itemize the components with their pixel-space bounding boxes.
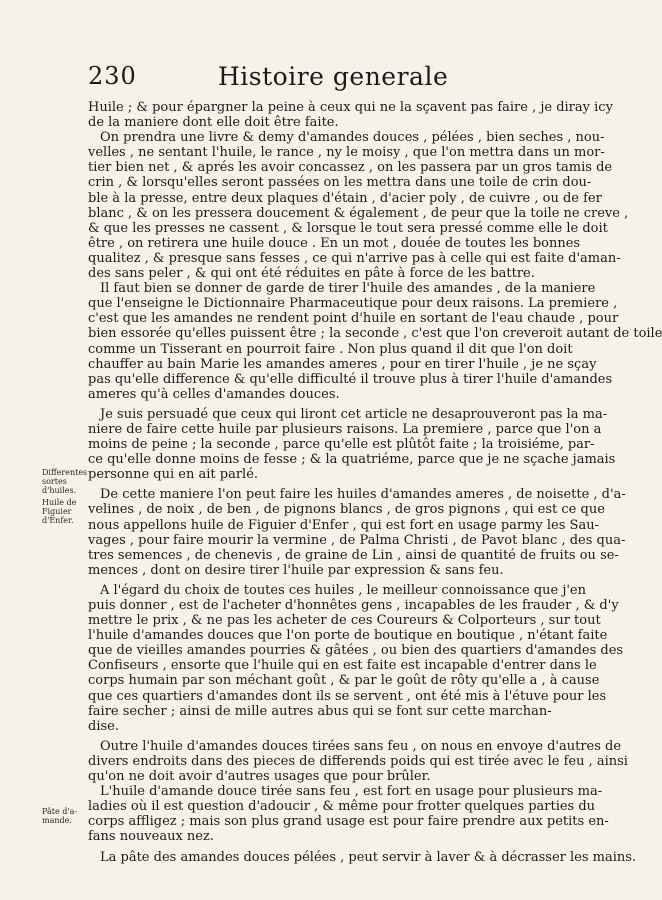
text-line: blanc , & on les pressera doucement & également , de peur que la toile ne creve , xyxy=(88,205,629,221)
text-line: ameres qu'à celles d'amandes douces. xyxy=(88,386,340,402)
text-line: corps humain par son méchant goût , & par le goût de rôty qu'elle a , à cause xyxy=(88,673,600,689)
text-line: personne qui en ait parlé. xyxy=(88,467,259,483)
text-line: qu'on ne doit avoir d'autres usages que pour brûler. xyxy=(88,769,431,785)
page-number: 230 xyxy=(88,62,137,90)
text-line: vages , pour faire mourir la vermine , de Palma Christi , de Pavot blanc , des qua- xyxy=(88,532,626,548)
paragraph xyxy=(88,487,626,578)
text-line: corps affligez ; mais son plus grand usage est pour faire prendre aux petits en- xyxy=(88,814,609,830)
text-line: c'est que les amandes ne rendent point d'huile en sortant de l'eau chaude , pour xyxy=(88,311,619,327)
text-line: La pâte des amandes douces pélées , peut servir à laver & à décrasser les mains. xyxy=(100,849,637,865)
text-line: faire secher ; ainsi de mille autres abus qui se font sur cette marchan- xyxy=(88,703,552,719)
text-line: velles , ne sentant l'huile, le rance , ny le moisy , que l'on mettra dans un mor- xyxy=(88,145,605,161)
text-line: que l'enseigne le Dictionnaire Pharmaceutique pour deux raisons. La premiere , xyxy=(88,296,618,312)
text-line: nous appellons huile de Figuier d'Enfer , qui est fort en usage parmy les Sau- xyxy=(88,517,599,533)
text-line: ce qu'elle donne moins de fesse ; & la quatriéme, parce que je ne sçache jamais xyxy=(88,452,616,468)
paragraph xyxy=(88,738,628,785)
text-line: De cette maniere l'on peut faire les huiles d'amandes ameres , de noisette , d'a- xyxy=(100,487,626,503)
margin-note-line: Figuier xyxy=(42,507,72,516)
margin-note-line: d'huiles. xyxy=(42,486,77,495)
text-line: chauffer au bain Marie les amandes ameres , pour en tirer l'huile , je ne sçay xyxy=(88,356,597,372)
text-line: mences , dont on desire tirer l'huile par expression & sans feu. xyxy=(88,562,504,578)
running-title: Histoire generale xyxy=(218,62,449,91)
margin-note-line: Pâte d'a- xyxy=(42,807,78,816)
text-line: puis donner , est de l'acheter d'honnêtes gens , incapables de les frauder , & d'y xyxy=(88,598,619,613)
text-line: divers endroits dans des pieces de differends poids qui est tirée avec le feu , ainsi xyxy=(88,753,628,769)
margin-notes-oils xyxy=(42,468,86,525)
text-line: bien essorée qu'elles puissent être ; la seconde , c'est que l'on creveroit autant de toile xyxy=(88,326,662,342)
margin-note-line: Huile de xyxy=(42,498,77,507)
margin-note-line: Differentes xyxy=(42,468,88,477)
text-line: ladies où il est question d'adoucir , & même pour frotter quelques parties du xyxy=(88,799,596,815)
text-line: A l'égard du choix de toutes ces huiles , le meilleur connoissance que j'en xyxy=(100,582,586,598)
text-line: mettre le prix , & ne pas les acheter de ces Coureurs & Colporteurs , sur tout xyxy=(88,613,601,629)
text-line: que de vieilles amandes pourries & gâtées , ou bien des quartiers d'amandes des xyxy=(88,643,624,659)
text-line: Huile ; & pour épargner la peine à ceux qui ne la sçavent pas faire , je diray icy xyxy=(88,100,613,115)
paragraph xyxy=(88,582,624,734)
text-line: qualitez , & presque sans fesses , ce qui n'arrive pas à celle qui est faite d'aman- xyxy=(88,250,621,266)
text-line: fans nouveaux nez. xyxy=(88,829,214,845)
text-line: l'huile d'amandes douces que l'on porte de boutique en boutique , n'étant faite xyxy=(88,628,608,644)
margin-note-line: sortes xyxy=(42,477,67,486)
text-line: On prendra une livre & demy d'amandes douces , pélées , bien seches , nou- xyxy=(100,130,605,146)
text-line: niere de faire cette huile par plusieurs raisons. La premiere , parce que l'on a xyxy=(88,421,602,437)
margin-note-line: d'Enfer. xyxy=(42,516,74,525)
text-line: L'huile d'amande douce tirée sans feu , est fort en usage pour plusieurs ma- xyxy=(100,784,603,800)
paragraph xyxy=(88,784,609,845)
text-line: être , on retirera une huile douce . En un mot , douée de toutes les bonnes xyxy=(88,235,581,251)
paragraph xyxy=(88,130,629,282)
paragraph xyxy=(88,406,616,483)
text-line: crin , & lorsqu'elles seront passées on les mettra dans une toile de crin dou- xyxy=(88,175,592,191)
page-body xyxy=(88,100,662,865)
text-line: Outre l'huile d'amandes douces tirées sans feu , on nous en envoye d'autres de xyxy=(100,738,622,754)
margin-note-line: mande. xyxy=(42,816,72,825)
text-line: ble à la presse, entre deux plaques d'étain , d'acier poly , de cuivre , ou de fer xyxy=(88,190,602,206)
text-line: tres semences , de chenevis , de graine de Lin , ainsi de quantité de fruits ou se- xyxy=(88,547,619,563)
paragraph xyxy=(88,281,662,402)
text-line: des sans peler , & qui ont été réduites en pâte à force de les battre. xyxy=(88,266,535,282)
text-line: de la maniere dont elle doit être faite. xyxy=(88,115,339,131)
text-line: dise. xyxy=(88,718,119,734)
text-line: & que les presses ne cassent , & lorsque le tout sera pressé comme elle le doit xyxy=(88,220,608,236)
text-line: pas qu'elle difference & qu'elle difficulté il trouve plus à tirer l'huile d'amandes xyxy=(88,371,613,387)
text-line: Il faut bien se donner de garde de tirer l'huile des amandes , de la maniere xyxy=(100,281,596,297)
text-line: Confiseurs , ensorte que l'huile qui en est faite est incapable d'entrer dans le xyxy=(88,658,597,674)
margin-note-almond-paste xyxy=(42,807,86,825)
text-line: moins de peine ; la seconde , parce qu'elle est plûtôt faite ; la troisiéme, par- xyxy=(88,437,595,453)
text-line: velines , de noix , de ben , de pignons blancs , de gros pignons , qui est ce que xyxy=(88,502,605,518)
text-line: que ces quartiers d'amandes dont ils se servent , ont été mis à l'étuve pour les xyxy=(88,688,607,704)
paragraph xyxy=(88,100,613,131)
text-line: Je suis persuadé que ceux qui liront cet article ne desaprouveront pas la ma- xyxy=(100,406,608,422)
text-line: comme un Tisserant en pourroit faire . Non plus quand il dit que l'on doit xyxy=(88,341,573,357)
text-line: tier bien net , & aprés les avoir concassez , on les passera par un gros tamis de xyxy=(88,160,613,176)
page-header xyxy=(88,62,520,92)
paragraph xyxy=(88,849,637,865)
